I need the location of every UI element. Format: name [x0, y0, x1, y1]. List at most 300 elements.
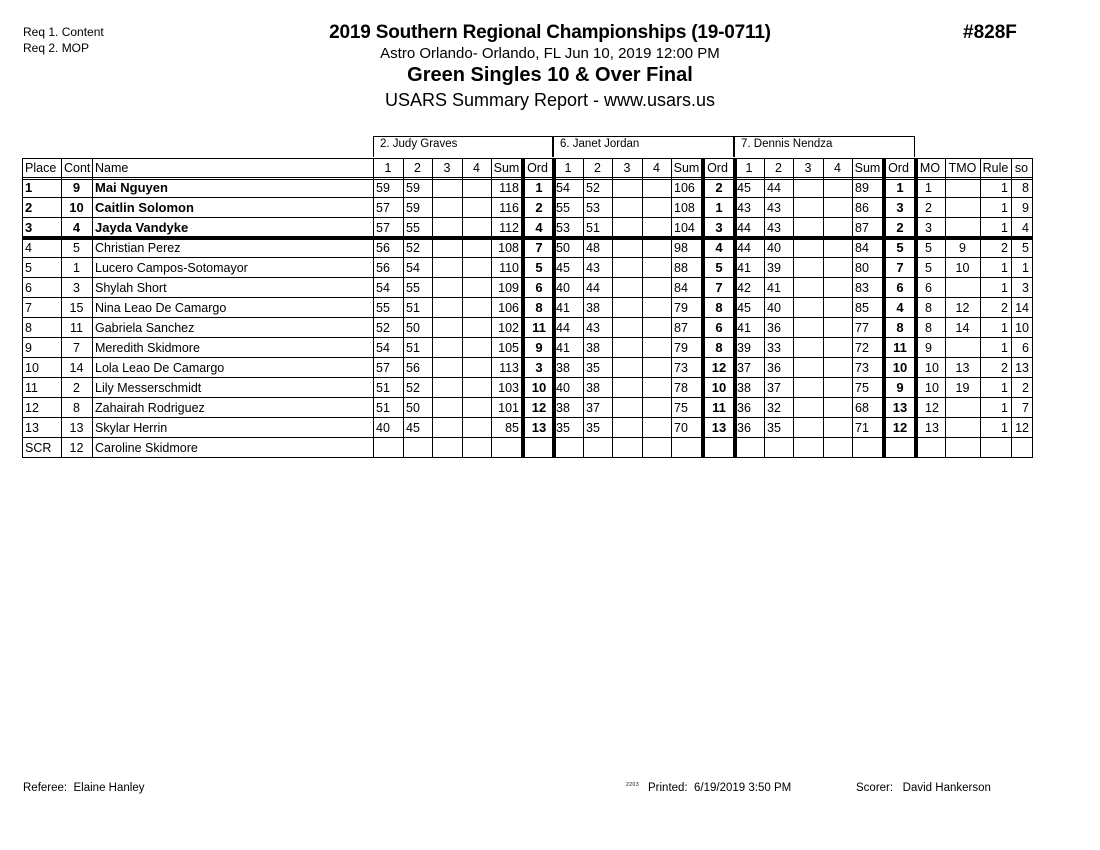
col-header-j1-2: 3	[443, 161, 451, 175]
judge-score: 52	[376, 321, 390, 335]
judge-score: 45	[406, 421, 420, 435]
judge-score: 41	[556, 341, 570, 355]
place-cell: 10	[25, 361, 39, 375]
judge-sum: 89	[855, 181, 869, 195]
scorer-name: David Hankerson	[902, 782, 991, 794]
judge-ordinal: 10	[531, 380, 547, 395]
mo-cell: 3	[925, 221, 932, 235]
judge-score: 37	[737, 361, 751, 375]
judge-ordinal: 9	[896, 380, 904, 395]
place-cell: 13	[25, 421, 39, 435]
judge-score	[823, 218, 852, 238]
judge-ordinal: 12	[711, 360, 727, 375]
judge-ordinal: 2	[715, 180, 723, 195]
judge-score: 43	[767, 201, 781, 215]
judge-score	[432, 238, 462, 258]
judge-score: 41	[556, 301, 570, 315]
judge-score	[432, 258, 462, 278]
judge-ordinal: 4	[715, 240, 723, 255]
judge-ordinal: 13	[531, 420, 547, 435]
judge-score	[432, 418, 462, 438]
place-cell: 4	[25, 241, 32, 255]
judge-score	[612, 218, 642, 238]
judge-score	[823, 318, 852, 338]
event-number: #828F	[963, 22, 1017, 43]
cont-cell: 12	[69, 441, 84, 455]
judge-ordinal: 7	[896, 260, 904, 275]
judge-sum: 108	[674, 201, 695, 215]
judge-sum: 101	[498, 401, 519, 415]
judge-score	[793, 358, 823, 378]
table-rule	[642, 158, 643, 458]
judge-score: 55	[556, 201, 570, 215]
report-title: USARS Summary Report - www.usars.us	[384, 90, 716, 110]
judge-sum: 84	[674, 281, 688, 295]
judge-score: 43	[586, 321, 600, 335]
judge-ordinal: 11	[532, 320, 546, 335]
mo-cell: 2	[925, 201, 932, 215]
judge-sum	[852, 438, 883, 458]
skater-name: Skylar Herrin	[95, 421, 168, 435]
table-rule	[852, 158, 853, 458]
skater-name: Lola Leao De Camargo	[95, 361, 225, 375]
col-header-cont: Cont	[64, 161, 91, 175]
judge-score: 44	[737, 221, 751, 235]
tmo-cell	[945, 178, 980, 198]
table-rule	[521, 158, 525, 458]
table-rule	[403, 158, 404, 458]
judge-score	[793, 278, 823, 298]
judge-sum: 88	[674, 261, 688, 275]
rule-cell: 1	[1001, 261, 1008, 275]
referee-name: Elaine Hanley	[73, 782, 145, 794]
competition-title: 2019 Southern Regional Championships (19-0711)	[329, 22, 771, 43]
judge-score: 37	[586, 401, 600, 415]
table-rule	[882, 158, 886, 458]
judge-header-1: 2. Judy Graves	[373, 136, 553, 157]
judge-score	[462, 218, 491, 238]
so-cell: 7	[1022, 401, 1029, 415]
judge-score: 38	[737, 381, 751, 395]
table-rule	[583, 158, 584, 458]
judge-score	[734, 438, 764, 458]
judge-score	[764, 438, 793, 458]
judge-score: 40	[556, 281, 570, 295]
judge-score	[462, 318, 491, 338]
table-rule	[914, 158, 918, 458]
judge-score: 36	[767, 361, 781, 375]
judge-score: 51	[406, 301, 420, 315]
place-cell: 6	[25, 281, 32, 295]
judge-score: 59	[376, 181, 390, 195]
skater-name: Nina Leao De Camargo	[95, 301, 227, 315]
judge-score	[642, 218, 671, 238]
judge-score: 41	[737, 321, 751, 335]
judge-ordinal: 2	[535, 200, 543, 215]
judge-score: 40	[376, 421, 390, 435]
judge-score: 51	[406, 341, 420, 355]
judge-ordinal: 6	[715, 320, 723, 335]
so-cell: 2	[1022, 381, 1029, 395]
judge-score	[793, 238, 823, 258]
judge-score	[462, 338, 491, 358]
judge-score	[823, 378, 852, 398]
judge-sum: 78	[674, 381, 688, 395]
so-cell: 13	[1015, 361, 1029, 375]
judge-score	[432, 378, 462, 398]
judge-ordinal: 1	[896, 180, 904, 195]
judge-score	[823, 398, 852, 418]
judge-ordinal: 1	[535, 180, 543, 195]
requirement-2: Req 2. MOP	[23, 41, 90, 55]
col-header-j3-3: 4	[834, 161, 841, 175]
so-cell	[1011, 438, 1032, 458]
skater-name: Zahairah Rodriguez	[95, 401, 205, 415]
judge-sum: 116	[499, 201, 519, 215]
so-cell: 14	[1015, 301, 1029, 315]
judge-sum: 104	[674, 221, 695, 235]
tmo-cell	[945, 218, 980, 238]
table-rule	[373, 158, 374, 458]
judge-sum: 87	[674, 321, 688, 335]
judge-sum: 103	[498, 381, 519, 395]
table-rule	[1032, 158, 1033, 458]
judge-ordinal: 12	[531, 400, 547, 415]
col-header-j2-1: 2	[594, 161, 601, 175]
judge-score: 35	[586, 421, 600, 435]
judge-ordinal: 7	[715, 280, 723, 295]
skater-name: Jayda Vandyke	[95, 220, 189, 235]
judge-score	[793, 438, 823, 458]
judge-score	[583, 438, 612, 458]
col-header-j1-3: 4	[473, 161, 480, 175]
judge-sum: 79	[674, 301, 688, 315]
skater-name: Caitlin Solomon	[95, 200, 194, 215]
rule-cell: 1	[1001, 221, 1008, 235]
judge-score: 50	[406, 321, 420, 335]
judge-score	[793, 318, 823, 338]
tmo-cell	[945, 278, 980, 298]
judge-sum: 118	[499, 181, 519, 195]
rule-cell: 1	[1001, 181, 1008, 195]
judge-score	[823, 238, 852, 258]
judge-score	[553, 438, 583, 458]
judge-score: 36	[767, 321, 781, 335]
col-header-j3-4: Sum	[854, 161, 881, 175]
judge-score	[793, 178, 823, 198]
scorer-line	[856, 782, 991, 794]
table-rule	[462, 158, 463, 458]
cont-cell: 9	[72, 180, 81, 195]
cont-cell: 4	[72, 220, 81, 235]
judge-score	[642, 438, 671, 458]
judge-score	[612, 198, 642, 218]
col-header-j3-2: 3	[804, 161, 812, 175]
judge-score	[823, 178, 852, 198]
judge-sum: 80	[855, 261, 869, 275]
judge-ordinal: 5	[715, 260, 723, 275]
judge-score: 35	[586, 361, 600, 375]
skater-name: Shylah Short	[95, 281, 167, 295]
judge-score: 41	[737, 261, 751, 275]
rule-cell: 1	[1001, 281, 1008, 295]
rule-cell: 2	[1001, 241, 1008, 255]
judge-score: 43	[586, 261, 600, 275]
col-header-name: Name	[95, 161, 129, 175]
judge-ordinal: 12	[892, 420, 908, 435]
table-rule	[1011, 158, 1012, 458]
judge-score: 53	[556, 221, 570, 235]
judge-score: 45	[737, 301, 751, 315]
judge-sum: 106	[674, 181, 695, 195]
judge-score: 51	[586, 221, 600, 235]
col-header-j2-2: 3	[623, 161, 631, 175]
rule-cell: 1	[1001, 421, 1008, 435]
judge-ordinal: 8	[715, 300, 723, 315]
judge-score: 32	[767, 401, 781, 415]
judge-sum: 72	[855, 341, 869, 355]
rule-cell: 2	[1001, 361, 1008, 375]
judge-score	[793, 198, 823, 218]
cont-cell: 8	[73, 401, 80, 415]
judge-score: 52	[406, 241, 420, 255]
printed-label: Printed:	[648, 782, 688, 794]
skater-name: Lily Messerschmidt	[95, 381, 202, 395]
skater-name: Mai Nguyen	[95, 180, 168, 195]
judge-ordinal: 1	[715, 200, 723, 215]
judge-score: 36	[737, 401, 751, 415]
judge-score	[793, 418, 823, 438]
judge-ordinal: 11	[712, 400, 726, 415]
col-header-j3-1: 2	[775, 161, 782, 175]
skater-name: Lucero Campos-Sotomayor	[95, 261, 248, 275]
judge-ordinal: 4	[896, 300, 904, 315]
judge-score: 35	[556, 421, 570, 435]
judge-score: 40	[556, 381, 570, 395]
judge-sum	[671, 438, 702, 458]
mo-cell: 10	[925, 381, 939, 395]
judge-sum: 84	[855, 241, 869, 255]
judge-ordinal: 4	[535, 220, 543, 235]
judge-score: 38	[586, 301, 600, 315]
rule-cell: 1	[1001, 381, 1008, 395]
judge-score: 54	[406, 261, 420, 275]
table-rule	[671, 158, 672, 458]
judge-sum: 112	[499, 221, 519, 235]
judge-score	[612, 398, 642, 418]
judge-sum: 70	[674, 421, 688, 435]
judge-score	[823, 418, 852, 438]
col-header-j1-5: Ord	[527, 161, 548, 175]
judge-sum: 110	[499, 261, 519, 275]
judge-ordinal	[702, 438, 733, 458]
judge-score	[793, 398, 823, 418]
judge-score	[823, 338, 852, 358]
table-rule	[92, 158, 93, 458]
skater-name: Caroline Skidmore	[95, 441, 198, 455]
place-cell: 8	[25, 321, 32, 335]
judge-sum: 83	[855, 281, 869, 295]
so-cell: 10	[1015, 321, 1029, 335]
mo-cell: 5	[925, 261, 932, 275]
judge-score	[462, 198, 491, 218]
judge-score	[432, 398, 462, 418]
cont-cell: 11	[70, 321, 83, 335]
judge-score	[642, 398, 671, 418]
judge-score: 57	[376, 361, 390, 375]
judge-score	[793, 338, 823, 358]
mo-cell: 1	[925, 181, 932, 195]
cont-cell: 14	[69, 361, 84, 375]
table-rule	[793, 158, 794, 458]
so-cell: 3	[1022, 281, 1029, 295]
judge-score: 53	[586, 201, 600, 215]
judge-score: 59	[406, 181, 420, 195]
judge-header-2: 6. Janet Jordan	[553, 136, 734, 157]
judge-sum: 71	[855, 421, 869, 435]
judge-score: 33	[767, 341, 781, 355]
judge-ordinal: 3	[715, 220, 723, 235]
judge-score	[823, 438, 852, 458]
so-cell: 12	[1015, 421, 1029, 435]
tmo-cell	[945, 338, 980, 358]
mo-cell: 5	[925, 241, 932, 255]
judge-score	[462, 438, 491, 458]
judge-score: 55	[376, 301, 390, 315]
judge-ordinal: 11	[893, 340, 907, 355]
judge-score	[793, 258, 823, 278]
judge-score	[462, 238, 491, 258]
judge-sum: 86	[855, 201, 869, 215]
rule-cell	[980, 438, 1011, 458]
judge-score: 54	[376, 341, 390, 355]
judge-score	[432, 218, 462, 238]
judge-score	[432, 438, 462, 458]
place-cell: 1	[25, 180, 33, 195]
judge-score	[612, 338, 642, 358]
judge-score: 43	[767, 221, 781, 235]
cont-cell: 3	[73, 281, 80, 295]
venue-line: Astro Orlando- Orlando, FL Jun 10, 2019 12:00 PM	[380, 45, 720, 62]
judge-score	[642, 318, 671, 338]
table-rule	[945, 158, 946, 458]
judge-score: 55	[406, 221, 420, 235]
judge-score	[823, 258, 852, 278]
judge-score	[823, 298, 852, 318]
judge-sum: 98	[674, 241, 688, 255]
judge-score	[612, 318, 642, 338]
judge-score	[642, 258, 671, 278]
so-cell: 4	[1022, 221, 1029, 235]
judge-sum: 77	[855, 321, 869, 335]
report-code: 2203	[626, 782, 640, 788]
judge-sum: 109	[498, 281, 519, 295]
judge-score: 35	[767, 421, 781, 435]
tmo-cell: 14	[955, 321, 970, 335]
judge-score: 54	[556, 181, 570, 195]
judge-ordinal: 10	[892, 360, 908, 375]
judge-score	[793, 298, 823, 318]
rule-cell: 1	[1001, 401, 1008, 415]
judge-score	[642, 238, 671, 258]
judge-score	[823, 358, 852, 378]
requirement-1: Req 1. Content	[23, 25, 104, 39]
judge-ordinal: 3	[896, 200, 904, 215]
judge-score	[823, 278, 852, 298]
judge-score: 39	[767, 261, 781, 275]
judge-score: 42	[737, 281, 751, 295]
judge-sum: 73	[855, 361, 869, 375]
mo-cell: 10	[925, 361, 939, 375]
col-header-j1-1: 2	[414, 161, 421, 175]
table-rule	[552, 158, 556, 458]
judge-score	[612, 378, 642, 398]
col-header-j2-4: Sum	[673, 161, 700, 175]
tmo-cell	[945, 398, 980, 418]
judge-score	[432, 298, 462, 318]
judge-score	[432, 318, 462, 338]
table-rule	[733, 158, 737, 458]
tmo-cell	[945, 198, 980, 218]
cont-cell: 2	[73, 381, 80, 395]
judge-score	[462, 178, 491, 198]
rule-cell: 1	[1001, 321, 1008, 335]
event-title: Green Singles 10 & Over Final	[407, 64, 693, 86]
skater-name: Gabriela Sanchez	[95, 321, 195, 335]
cont-cell: 7	[73, 341, 80, 355]
col-header-rule: Rule	[982, 161, 1009, 175]
judge-ordinal	[883, 438, 914, 458]
so-cell: 8	[1022, 181, 1029, 195]
cont-cell: 10	[69, 200, 84, 215]
tmo-cell: 19	[955, 381, 970, 395]
judge-score: 38	[556, 361, 570, 375]
judge-score	[462, 358, 491, 378]
judge-score: 59	[406, 201, 420, 215]
judge-score	[823, 198, 852, 218]
rule-cell: 1	[1001, 201, 1008, 215]
judge-score: 36	[737, 421, 751, 435]
col-header-j2-0: 1	[564, 161, 572, 175]
judge-score	[612, 178, 642, 198]
judge-ordinal: 3	[535, 360, 543, 375]
judge-sum: 75	[855, 381, 869, 395]
mo-cell: 9	[925, 341, 932, 355]
tmo-cell	[945, 438, 980, 458]
skater-name: Meredith Skidmore	[95, 341, 200, 355]
mo-cell: 8	[925, 321, 932, 335]
judge-ordinal: 5	[535, 260, 543, 275]
col-header-so: so	[1014, 161, 1029, 175]
judge-score: 44	[586, 281, 600, 295]
so-cell: 1	[1022, 261, 1029, 275]
judge-score	[642, 178, 671, 198]
rule-cell: 1	[1001, 341, 1008, 355]
so-cell: 5	[1022, 241, 1029, 255]
judge-score	[793, 218, 823, 238]
cont-cell: 13	[69, 421, 84, 435]
place-cell: 3	[25, 220, 33, 235]
judge-sum	[491, 438, 522, 458]
place-cell: SCR	[25, 441, 52, 455]
judge-score	[642, 198, 671, 218]
judge-score	[432, 178, 462, 198]
judge-score: 50	[556, 241, 570, 255]
judge-score: 43	[737, 201, 751, 215]
judge-score	[462, 418, 491, 438]
judge-score	[462, 298, 491, 318]
so-cell: 9	[1022, 201, 1029, 215]
